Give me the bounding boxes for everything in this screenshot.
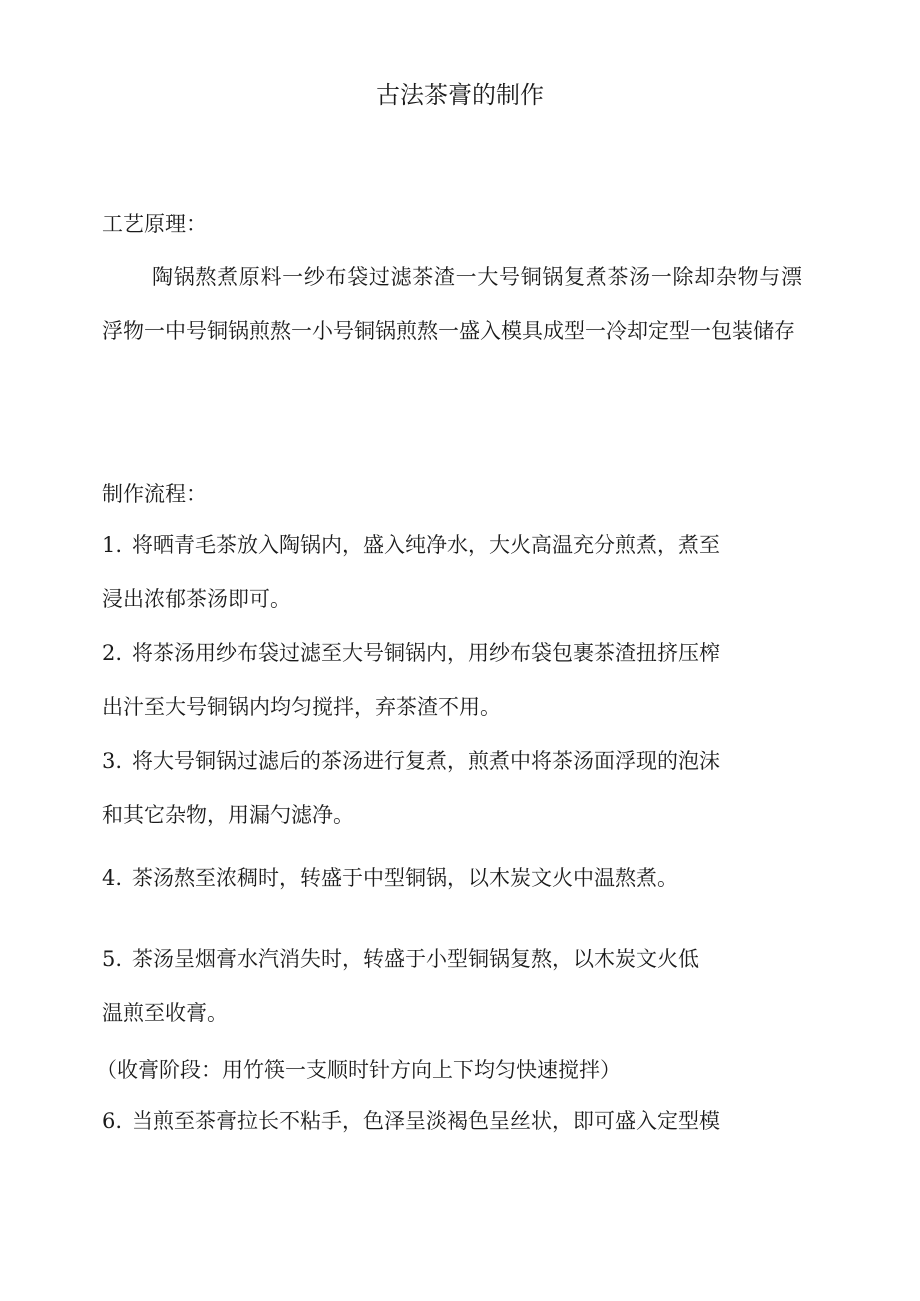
principle-heading: 工艺原理： bbox=[102, 212, 207, 236]
step-6 bbox=[102, 1094, 802, 1148]
step-5-line-1 bbox=[102, 932, 802, 986]
step-3-line-1 bbox=[102, 734, 802, 788]
step-2-line-1 bbox=[102, 626, 802, 680]
step-6-number: 6. bbox=[102, 1109, 123, 1133]
step-3-line-2: 和其它杂物，用漏勺滤净。 bbox=[102, 803, 354, 827]
step-3-number: 3. bbox=[102, 749, 123, 773]
step-4 bbox=[102, 851, 802, 905]
process-heading: 制作流程： bbox=[102, 482, 207, 506]
step-1-line-1 bbox=[102, 518, 802, 572]
page-title: 古法茶膏的制作 bbox=[376, 81, 544, 109]
step-5-text: 茶汤呈烟膏水汽消失时，转盛于小型铜锅复熬，以木炭文火低 bbox=[132, 947, 699, 971]
step-3-text: 将大号铜锅过滤后的茶汤进行复煮，煎煮中将茶汤面浮现的泡沫 bbox=[132, 749, 720, 773]
step-2-text: 将茶汤用纱布袋过滤至大号铜锅内，用纱布袋包裹茶渣扭挤压榨 bbox=[132, 641, 720, 665]
principle-text: 陶锅熬煮原料一纱布袋过滤茶渣一大号铜锅复煮茶汤一除却杂物与漂浮物一中号铜锅煎熬一小号铜锅煎熬一盛入模具成型一冷却定型一包装储存 bbox=[102, 265, 802, 343]
collection-stage-note: （收膏阶段：用竹筷一支顺时针方向上下均匀快速搅拌） bbox=[96, 1058, 621, 1082]
step-3 bbox=[102, 734, 802, 842]
step-5 bbox=[102, 932, 802, 1040]
step-6-line-1 bbox=[102, 1094, 802, 1148]
step-5-line-2: 温煎至收膏。 bbox=[102, 1001, 228, 1025]
step-4-text: 茶汤熬至浓稠时，转盛于中型铜锅，以木炭文火中温熬煮。 bbox=[132, 866, 678, 890]
step-4-line-1 bbox=[102, 851, 802, 905]
step-6-text: 当煎至茶膏拉长不粘手，色泽呈淡褐色呈丝状，即可盛入定型模 bbox=[132, 1109, 720, 1133]
step-1-number: 1. bbox=[102, 533, 123, 557]
step-1-line-2: 浸出浓郁茶汤即可。 bbox=[102, 587, 291, 611]
step-2-line-2: 出汁至大号铜锅内均匀搅拌，弃茶渣不用。 bbox=[102, 695, 501, 719]
step-5-number: 5. bbox=[102, 947, 123, 971]
step-2-number: 2. bbox=[102, 641, 123, 665]
step-2 bbox=[102, 626, 802, 734]
step-4-number: 4. bbox=[102, 866, 123, 890]
step-1-text: 将晒青毛茶放入陶锅内，盛入纯净水，大火高温充分煎煮，煮至 bbox=[132, 533, 720, 557]
step-1 bbox=[102, 518, 802, 626]
